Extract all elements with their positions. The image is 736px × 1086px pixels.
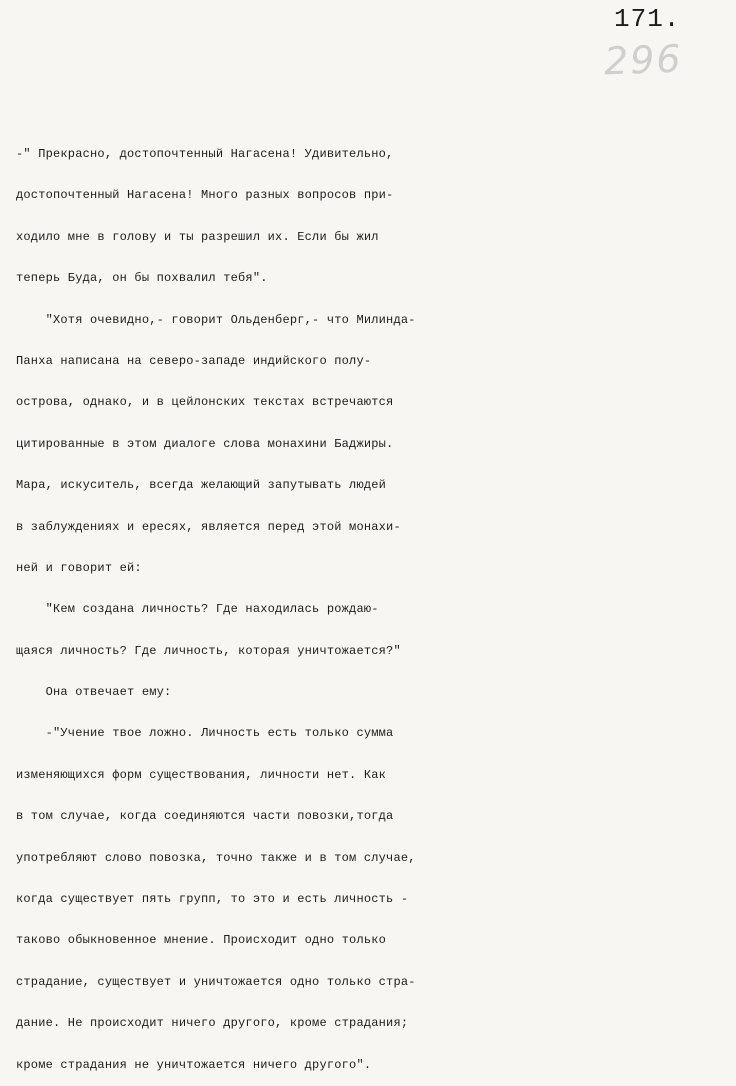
text-line: острова, однако, и в цейлонских текстах встречаются (16, 395, 394, 410)
text-line: кроме страдания не уничтожается ничего другого". (16, 1057, 372, 1072)
text-line: ней и говорит ей: (16, 560, 142, 575)
text-line: таково обыкновенное мнение. Происходит одно только (16, 933, 387, 948)
text-line: Мара, искуситель, всегда желающий запутывать людей (16, 478, 387, 493)
text-line: достопочтенный Нагасена! Много разных вопросов при- (16, 188, 394, 203)
text-line: щаяся личность? Где личность, которая уничтожается?" (16, 643, 401, 658)
body-text (16, 134, 730, 1086)
text-line: -"Учение твое ложно. Личность есть только сумма (16, 726, 394, 741)
page-number: 171. (614, 4, 681, 34)
text-line: изменяющихся форм существования, личности нет. Как (16, 767, 387, 782)
text-line: Панха написана на северо-западе индийского полу- (16, 353, 372, 368)
text-line: цитированные в этом диалоге слова монахини Баджиры. (16, 436, 394, 451)
text-line: -" Прекрасно, достопочтенный Нагасена! Удивительно, (16, 147, 394, 161)
text-line: употребляют слово повозка, точно также и в том случае, (16, 850, 416, 865)
text-line: в заблуждениях и ересях, является перед этой монахи- (16, 519, 401, 534)
text-line: теперь Буда, он бы похвалил тебя". (16, 271, 268, 286)
text-line: "Хотя очевидно,- говорит Ольденберг,- что Милинда- (16, 312, 416, 327)
text-line: дание. Не происходит ничего другого, кроме страдания; (16, 1016, 409, 1031)
text-line: Она отвечает ему: (16, 685, 172, 700)
text-line: "Кем создана личность? Где находилась рождаю- (16, 602, 379, 617)
text-line: в том случае, когда соединяются части повозки,тогда (16, 809, 394, 824)
text-line: ходило мне в голову и ты разрешил их. Если бы жил (16, 229, 379, 244)
text-line: когда существует пять групп, то это и есть личность - (16, 892, 409, 907)
text-line: страдание, существует и уничтожается одно только стра- (16, 974, 416, 989)
archive-number-handwritten: 296 (603, 36, 684, 84)
